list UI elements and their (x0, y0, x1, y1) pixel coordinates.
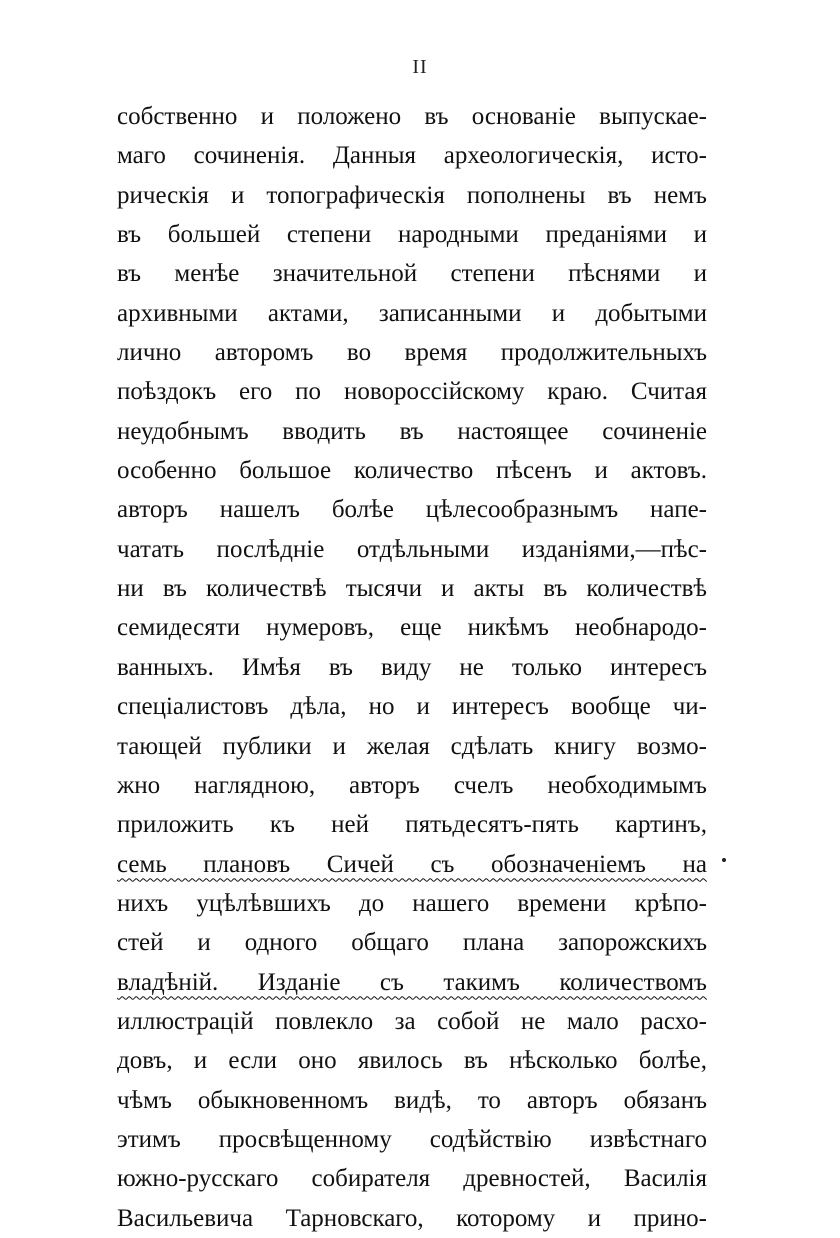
text-line: семидесяти нумеровъ, еще никѣмъ необнародо- (117, 614, 707, 642)
text-line: авторъ нашелъ болѣе цѣлесообразнымъ напе- (117, 496, 707, 524)
text-line: спеціалистовъ дѣла, но и интересъ вообще чи- (117, 693, 707, 721)
text-line: ванныхъ. Имѣя въ виду не только интересъ (117, 653, 707, 681)
margin-mark-dot (722, 858, 726, 862)
text-line: довъ, и если оно явилось въ нѣсколько болѣе, (117, 1047, 707, 1075)
text-line: Васильевича Тарновскаго, которому и прино- (117, 1204, 707, 1232)
text-line: южно-русскаго собирателя древностей, Василія (117, 1165, 707, 1193)
text-line: собственно и положено въ основаніе выпускае- (117, 103, 707, 130)
text-line: рическія и топографическія пополнены въ немъ (117, 181, 707, 209)
text-line: архивными актами, записанными и добытыми (117, 299, 707, 327)
text-line: жно наглядною, авторъ счелъ необходимымъ (117, 771, 707, 799)
text-line: въ менѣе значительной степени пѣснями и (117, 260, 707, 288)
text-line-underlined: семь плановъ Сичей съ обозначеніемъ на (117, 850, 707, 878)
text-line: чѣмъ обыкновенномъ видѣ, то авторъ обязанъ (117, 1086, 707, 1114)
text-line: поѣздокъ его по новороссійскому краю. Считая (117, 378, 707, 406)
text-line: чатать послѣдніе отдѣльными изданіями,—пѣс- (117, 535, 707, 563)
text-line: иллюстрацій повлекло за собой не мало расхо- (117, 1007, 707, 1035)
text-line: нихъ уцѣлѣвшихъ до нашего времени крѣпо- (117, 889, 707, 917)
text-line: ни въ количествѣ тысячи и акты въ количествѣ (117, 575, 707, 603)
text-line: въ большей степени народными преданіями и (117, 221, 707, 249)
text-line-underlined: владѣній. Изданіе съ такимъ количествомъ (117, 968, 707, 996)
text-line: особенно большое количество пѣсенъ и актовъ. (117, 457, 707, 485)
text-line: приложить къ ней пятьдесятъ-пять картинъ, (117, 811, 707, 839)
body-text (117, 97, 707, 1238)
page-number: II (412, 56, 428, 78)
text-line: этимъ просвѣщенному содѣйствію извѣстнаго (117, 1125, 707, 1153)
text-line: тающей публики и желая сдѣлать книгу возмо- (117, 732, 707, 760)
text-line: лично авторомъ во время продолжительныхъ (117, 339, 707, 367)
text-line: маго сочиненія. Данныя археологическія, исто- (117, 142, 707, 170)
text-line: стей и одного общаго плана запорожскихъ (117, 929, 707, 957)
text-line: неудобнымъ вводить въ настоящее сочиненіе (117, 417, 707, 445)
